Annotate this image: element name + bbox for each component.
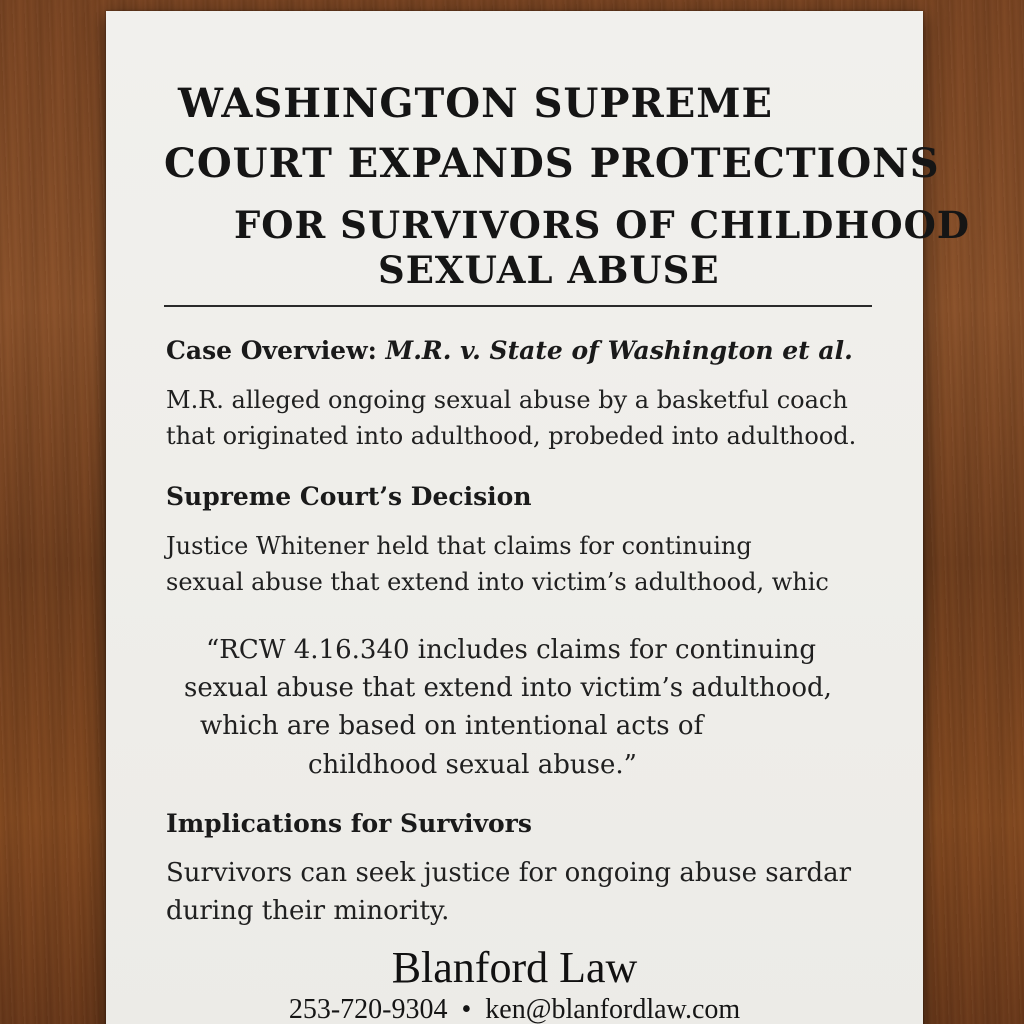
quote-line-3: which are based on intentional acts of bbox=[200, 711, 704, 741]
quote-line-2: sexual abuse that extend into victim’s adulthood, bbox=[184, 673, 832, 703]
case-overview-heading bbox=[166, 338, 853, 363]
quote-line-1: “RCW 4.16.340 includes claims for continuing bbox=[206, 635, 816, 665]
implications-heading: Implications for Survivors bbox=[166, 809, 532, 838]
separator-dot: • bbox=[461, 994, 472, 1024]
implications-line-1: Survivors can seek justice for ongoing abuse sardar bbox=[166, 858, 852, 888]
decision-heading: Supreme Court’s Decision bbox=[166, 482, 532, 511]
title-line-2: COURT EXPANDS PROTECTIONS bbox=[164, 140, 940, 187]
title-divider bbox=[164, 305, 872, 307]
decision-line-2: sexual abuse that extend into victim’s adulthood, whic bbox=[166, 568, 829, 596]
phone-number[interactable]: 253-720-9304 bbox=[288, 994, 448, 1024]
title-line-3: FOR SURVIVORS OF CHILDHOOD bbox=[234, 203, 970, 247]
contact-line bbox=[106, 996, 923, 1024]
implications-line-2: during their minority. bbox=[166, 896, 450, 926]
case-name: M.R. v. State of Washington et al. bbox=[385, 336, 853, 365]
quote-line-4: childhood sexual abuse.” bbox=[308, 750, 637, 780]
email-address[interactable]: ken@blanfordlaw.com bbox=[485, 994, 741, 1024]
overview-line-2: that originated into adulthood, probeded into adulthood. bbox=[166, 422, 857, 450]
decision-line-1: Justice Whitener held that claims for continuing bbox=[166, 532, 752, 560]
case-overview-label: Case Overview: bbox=[166, 336, 386, 365]
firm-name: Blanford Law bbox=[391, 943, 638, 992]
title-line-1: WASHINGTON SUPREME bbox=[178, 80, 773, 127]
overview-line-1: M.R. alleged ongoing sexual abuse by a basketful coach bbox=[166, 386, 848, 414]
title-line-4: SEXUAL ABUSE bbox=[378, 248, 720, 292]
document-card bbox=[106, 11, 970, 1024]
